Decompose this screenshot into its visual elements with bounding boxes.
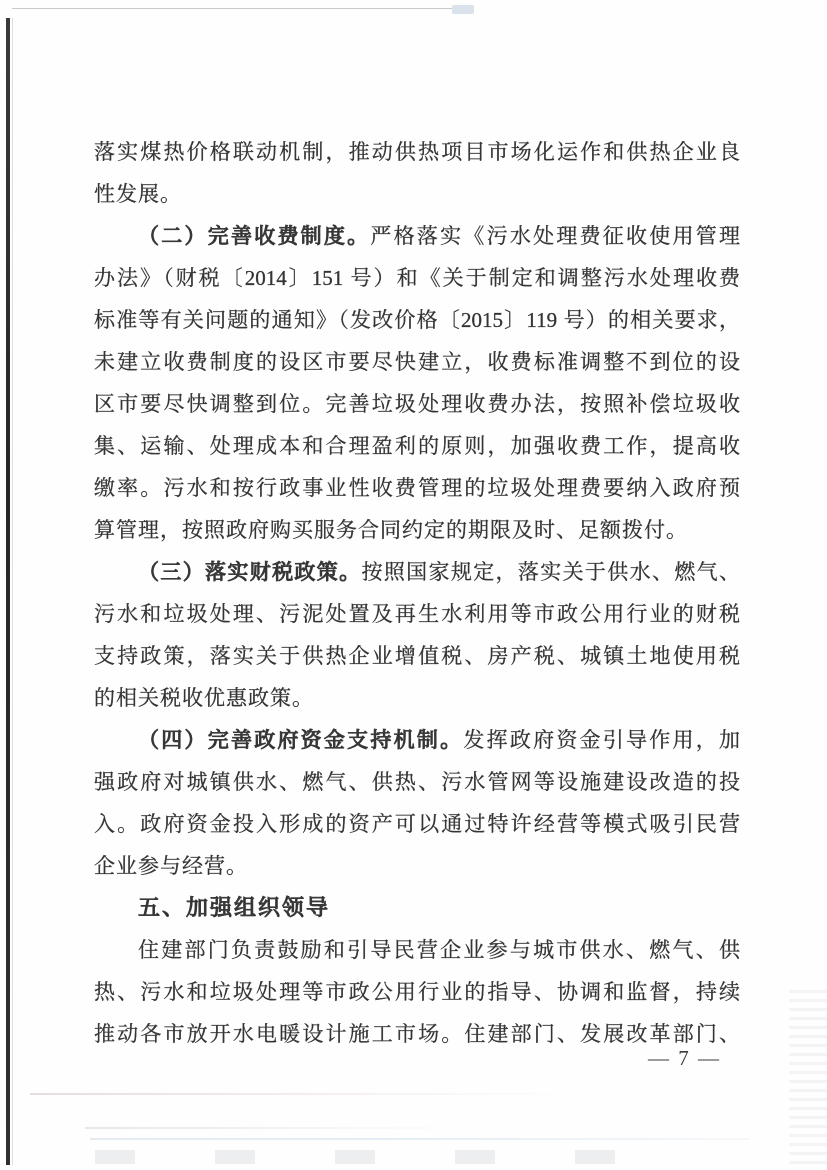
text-line [94, 509, 740, 551]
text-run: 集、运输、处理成本和合理盈利的原则，加强收费工作，提高收 [94, 434, 740, 458]
text-line [94, 299, 740, 341]
text-line [94, 845, 740, 887]
text-run: 区市要尽快调整到位。完善垃圾处理收费办法，按照补偿垃圾收 [94, 392, 740, 416]
text-line [94, 719, 740, 761]
document-body [94, 131, 740, 1055]
text-line [94, 551, 740, 593]
text-line [94, 383, 740, 425]
page-number: — 7 — [648, 1046, 721, 1070]
text-line [94, 761, 740, 803]
text-run: 企业参与经营。 [94, 854, 248, 878]
scan-artifact-smudge [452, 5, 474, 14]
text-line [94, 677, 740, 719]
text-line [94, 635, 740, 677]
text-run: 落实煤热价格联动机制，推动供热项目市场化运作和供热企业良 [94, 140, 740, 164]
text-line [94, 215, 740, 257]
text-run: 按照国家规定，落实关于供水、燃气、 [361, 560, 741, 584]
bold-run: 五、加强组织领导 [138, 895, 331, 920]
text-run: 入。政府资金投入形成的资产可以通过特许经营等模式吸引民营 [94, 812, 740, 836]
text-run: 标准等有关问题的通知》（发改价格〔2015〕119 号）的相关要求， [94, 308, 740, 332]
page-edge-hairline [12, 18, 13, 1165]
text-line [94, 425, 740, 467]
text-line [94, 257, 740, 299]
text-run: 严格落实《污水处理费征收使用管理 [370, 224, 741, 248]
bold-run: （二）完善收费制度。 [138, 224, 371, 248]
text-run: 热、污水和垃圾处理等市政公用行业的指导、协调和监督，持续 [94, 980, 740, 1004]
text-run: 缴率。污水和按行政事业性收费管理的垃圾处理费要纳入政府预 [94, 476, 740, 500]
scan-artifact-bottom-line [85, 1127, 475, 1129]
text-run: 办法》（财税〔2014〕151 号）和《关于制定和调整污水处理收费 [94, 266, 740, 290]
scan-artifact-top-line [12, 8, 452, 9]
scan-artifact-bottom-line [30, 1093, 570, 1095]
text-run: 未建立收费制度的设区市要尽快建立，收费标准调整不到位的设 [94, 350, 740, 374]
text-run: 发挥政府资金引导作用，加 [463, 728, 740, 752]
bold-run: （三）落实财税政策。 [138, 560, 362, 584]
text-line [94, 467, 740, 509]
scan-noise-bottom [95, 1150, 655, 1164]
text-line [94, 593, 740, 635]
text-run: 性发展。 [94, 182, 182, 206]
scan-edge-strip [6, 18, 10, 1165]
text-run: 算管理，按照政府购买服务合同约定的期限及时、足额拨付。 [94, 518, 688, 542]
text-line [94, 803, 740, 845]
text-line [94, 971, 740, 1013]
scan-noise-right [789, 990, 827, 1170]
text-run: 强政府对城镇供水、燃气、供热、污水管网等设施建设改造的投 [94, 770, 740, 794]
text-line [94, 173, 740, 215]
text-run: 支持政策，落实关于供热企业增值税、房产税、城镇土地使用税 [94, 644, 740, 668]
bold-run: （四）完善政府资金支持机制。 [138, 728, 464, 752]
text-run: 污水和垃圾处理、污泥处置及再生水利用等市政公用行业的财税 [94, 602, 740, 626]
text-line [94, 1013, 740, 1055]
text-run: 的相关税收优惠政策。 [94, 686, 314, 710]
section-heading [94, 887, 740, 929]
text-line [94, 341, 740, 383]
text-run: 住建部门负责鼓励和引导民营企业参与城市供水、燃气、供 [138, 938, 740, 962]
text-run: 推动各市放开水电暖设计施工市场。住建部门、发展改革部门、 [94, 1022, 740, 1046]
text-line [94, 131, 740, 173]
text-line [94, 929, 740, 971]
scan-artifact-bottom-line [90, 1138, 750, 1140]
